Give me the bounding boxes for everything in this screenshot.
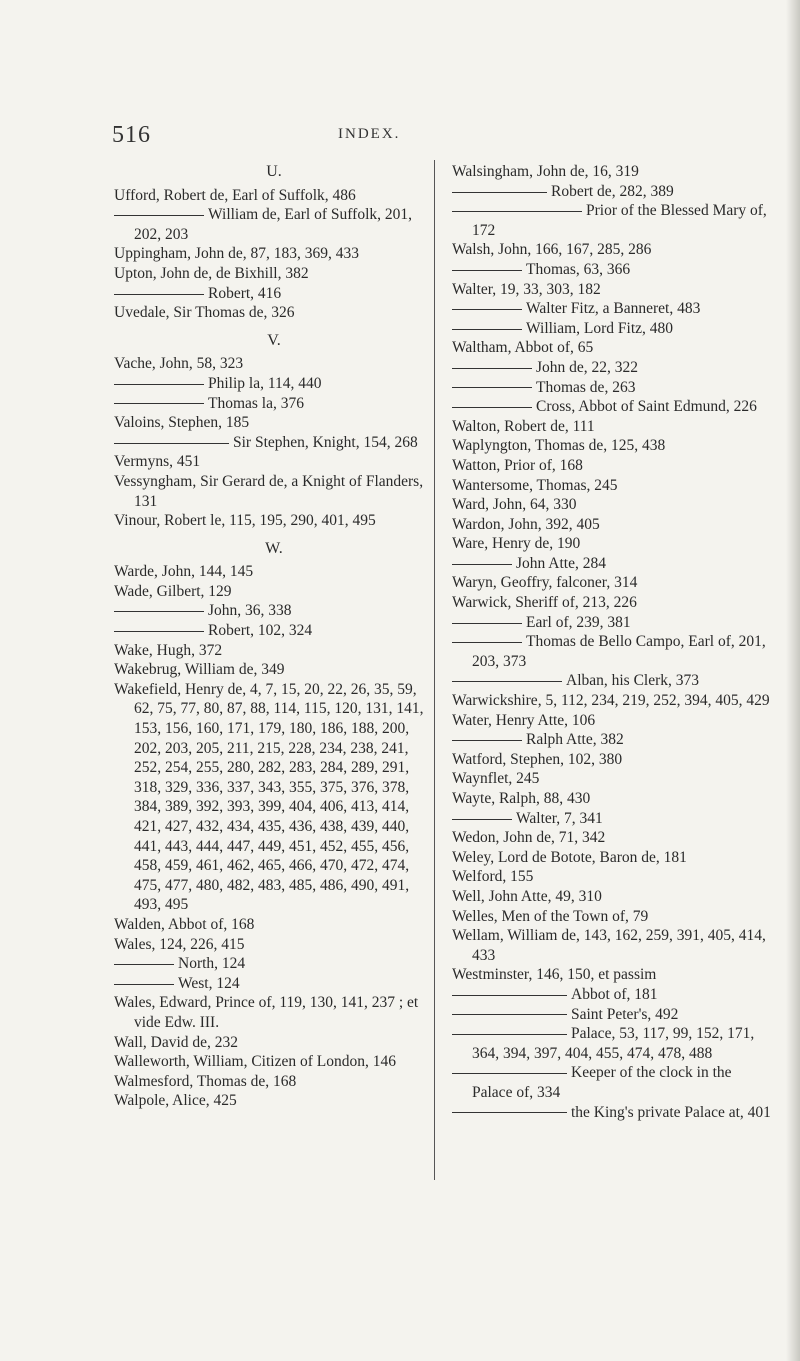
- index-entry: [114, 354, 434, 374]
- index-entry: [452, 280, 772, 300]
- entry-text: Ware, Henry de, 190: [452, 535, 581, 553]
- index-entry: [452, 769, 772, 789]
- entry-text: Ralph Atte, 382: [526, 731, 624, 749]
- entry-text: Walleworth, William, Citizen of London, 146: [114, 1053, 396, 1071]
- entry-text: John Atte, 284: [516, 554, 606, 572]
- index-column-left: [114, 162, 434, 1111]
- ditto-dash: [452, 1073, 567, 1074]
- entry-text: Vermyns, 451: [114, 453, 201, 471]
- ditto-dash: [114, 443, 229, 444]
- index-entry: [114, 582, 434, 602]
- index-entry: [452, 926, 772, 965]
- index-entry: [452, 613, 772, 633]
- entry-text: Thomas de, 263: [536, 378, 636, 396]
- ditto-dash: [114, 294, 204, 295]
- index-entry: [452, 1063, 772, 1102]
- index-entry: [452, 809, 772, 829]
- ditto-dash: [114, 611, 204, 612]
- entry-text: Upton, John de, de Bixhill, 382: [114, 264, 309, 282]
- index-entry: [452, 593, 772, 613]
- ditto-dash: [452, 329, 522, 330]
- entry-text: Wedon, John de, 71, 342: [452, 829, 606, 847]
- ditto-dash: [452, 819, 512, 820]
- entry-text: Walton, Robert de, 111: [452, 417, 595, 435]
- ditto-dash: [114, 384, 204, 385]
- index-entry: [452, 417, 772, 437]
- entry-text: Robert, 102, 324: [208, 622, 313, 640]
- entry-text: Wakebrug, William de, 349: [114, 661, 285, 679]
- entry-text: Warwick, Sheriff of, 213, 226: [452, 594, 637, 612]
- entry-text: Wellam, William de, 143, 162, 259, 391, 405, 414, 433: [452, 927, 766, 964]
- entry-text: Wales, Edward, Prince of, 119, 130, 141, 237 ; et vide Edw. III.: [114, 994, 419, 1031]
- index-entry: [114, 1033, 434, 1053]
- entry-text: Wardon, John, 392, 405: [452, 515, 600, 533]
- entry-text: Walter Fitz, a Banneret, 483: [526, 300, 701, 318]
- index-entry: [452, 182, 772, 202]
- entry-text: Walsh, John, 166, 167, 285, 286: [452, 241, 652, 259]
- index-entry: [452, 730, 772, 750]
- index-entry: [114, 915, 434, 935]
- entry-text: Vache, John, 58, 323: [114, 355, 244, 373]
- entry-text: Waplyngton, Thomas de, 125, 438: [452, 437, 666, 455]
- index-entry: [452, 848, 772, 868]
- entry-text: Watton, Prior of, 168: [452, 456, 583, 474]
- entry-text: North, 124: [178, 955, 246, 973]
- entry-text: Warde, John, 144, 145: [114, 563, 254, 581]
- index-entry: [452, 358, 772, 378]
- entry-text: Thomas la, 376: [208, 394, 304, 412]
- ditto-dash: [452, 1034, 567, 1035]
- section-letter: [114, 331, 434, 351]
- entry-text: Walter, 7, 341: [516, 809, 603, 827]
- entry-text: William, Lord Fitz, 480: [526, 319, 674, 337]
- entry-text: Walmesford, Thomas de, 168: [114, 1072, 297, 1090]
- index-entry: [114, 1072, 434, 1092]
- ditto-dash: [114, 984, 174, 985]
- index-entry: [114, 621, 434, 641]
- index-entry: [114, 1052, 434, 1072]
- entry-text: Walter, 19, 33, 303, 182: [452, 280, 601, 298]
- entry-text: Robert, 416: [208, 284, 282, 302]
- index-entry: [452, 534, 772, 554]
- entry-text: Vessyngham, Sir Gerard de, a Knight of Flanders, 131: [114, 472, 424, 510]
- ditto-dash: [452, 642, 522, 643]
- entry-text: Prior of the Blessed Mary of, 172: [472, 202, 767, 239]
- ditto-dash: [452, 211, 582, 212]
- entry-text: Palace, 53, 117, 99, 152, 171, 364, 394, 397, 404, 455, 474, 478, 488: [472, 1025, 755, 1062]
- ditto-dash: [452, 270, 522, 271]
- running-head: INDEX.: [338, 126, 401, 142]
- entry-text: Welford, 155: [452, 868, 534, 886]
- ditto-dash: [114, 631, 204, 632]
- section-letter-text: W.: [265, 539, 283, 557]
- index-entry: [114, 935, 434, 955]
- index-entry: [114, 660, 434, 680]
- entry-text: William de, Earl of Suffolk, 201, 202, 203: [134, 206, 412, 243]
- index-entry: [452, 867, 772, 887]
- entry-text: Warwickshire, 5, 112, 234, 219, 252, 394, 405, 429: [452, 692, 770, 710]
- index-entry: [452, 515, 772, 535]
- ditto-dash: [452, 407, 532, 408]
- index-entry: [452, 299, 772, 319]
- entry-text: Valoins, Stephen, 185: [114, 414, 250, 432]
- section-letter: [114, 162, 434, 182]
- index-entry: [114, 244, 434, 264]
- index-entry: [452, 554, 772, 574]
- column-divider: [434, 160, 435, 1180]
- index-entry: [114, 374, 434, 394]
- entry-text: Welles, Men of the Town of, 79: [452, 907, 649, 925]
- section-letter: [114, 539, 434, 559]
- ditto-dash: [452, 309, 522, 310]
- index-entry: [114, 284, 434, 304]
- section-letter-text: V.: [267, 331, 281, 349]
- entry-text: Wakefield, Henry de, 4, 7, 15, 20, 22, 26, 35, 59, 62, 75, 77, 80, 87, 88, 114, 115, 120, 131, 141, 153, 156, 160, 171, 179, 180, 186, 188, 200, 202, 203, 205, 211, 215, 228, 234, 238, 241, 252, 254, 255, 280, 282, 283, 284, 289, 291, 318, 329, 336, 337, 343, 355, 375, 376, 378, 384, 389, 392, 393, 399, 404, 406, 413, 414, 421, 427, 432, 434, 435, 436, 438, 439, 440, 441, 443, 444, 447, 449, 451, 452, 455, 456, 458, 459, 461, 462, 465, 466, 470, 472, 474, 475, 477, 480, 482, 483, 485, 486, 490, 491, 493, 495: [114, 680, 424, 914]
- ditto-dash: [452, 1112, 567, 1113]
- entry-text: John, 36, 338: [208, 602, 292, 620]
- index-entry: [114, 394, 434, 414]
- index-entry: [114, 954, 434, 974]
- index-entry: [114, 303, 434, 323]
- entry-text: John de, 22, 322: [536, 358, 639, 376]
- index-entry: [114, 413, 434, 433]
- ditto-dash: [452, 995, 567, 996]
- index-entry: [114, 264, 434, 284]
- index-entry: [452, 201, 772, 240]
- index-entry: [452, 476, 772, 496]
- index-entry: [452, 887, 772, 907]
- index-entry: [114, 1091, 434, 1111]
- index-entry: [452, 671, 772, 691]
- ditto-dash: [452, 1014, 567, 1015]
- entry-text: Vinour, Robert le, 115, 195, 290, 401, 495: [114, 512, 376, 530]
- index-entry: [114, 186, 434, 206]
- page-edge-shadow: [786, 0, 800, 1361]
- index-entry: [452, 1024, 772, 1063]
- index-entry: [114, 205, 434, 244]
- ditto-dash: [452, 681, 562, 682]
- entry-text: Westminster, 146, 150, et passim: [452, 966, 657, 984]
- entry-text: Uvedale, Sir Thomas de, 326: [114, 304, 295, 322]
- page-number: 516: [112, 122, 151, 148]
- index-entry: [452, 907, 772, 927]
- entry-text: Philip la, 114, 440: [208, 374, 322, 392]
- entry-text: Well, John Atte, 49, 310: [452, 887, 602, 905]
- ditto-dash: [452, 740, 522, 741]
- index-entry: [452, 162, 772, 182]
- index-entry: [452, 436, 772, 456]
- index-entry: [452, 750, 772, 770]
- entry-text: Wade, Gilbert, 129: [114, 582, 232, 600]
- entry-text: Watford, Stephen, 102, 380: [452, 750, 623, 768]
- index-entry: [114, 974, 434, 994]
- entry-text: West, 124: [178, 974, 240, 992]
- index-entry: [452, 397, 772, 417]
- index-entry: [114, 472, 434, 511]
- index-entry: [114, 641, 434, 661]
- entry-text: the King's private Palace at, 401: [571, 1103, 771, 1121]
- entry-text: Wayte, Ralph, 88, 430: [452, 790, 591, 807]
- entry-text: Wales, 124, 226, 415: [114, 935, 245, 953]
- index-entry: [452, 378, 772, 398]
- index-entry: [452, 711, 772, 731]
- index-entry: [114, 452, 434, 472]
- ditto-dash: [452, 387, 532, 388]
- index-entry: [452, 1005, 772, 1025]
- ditto-dash: [452, 623, 522, 624]
- index-entry: [452, 338, 772, 358]
- entry-text: Walsingham, John de, 16, 319: [452, 163, 639, 180]
- index-entry: [452, 240, 772, 260]
- index-entry: [114, 511, 434, 531]
- ditto-dash: [452, 368, 532, 369]
- entry-text: Robert de, 282, 389: [551, 182, 674, 200]
- ditto-dash: [114, 964, 174, 965]
- entry-text: Ward, John, 64, 330: [452, 496, 577, 514]
- entry-text: Thomas, 63, 366: [526, 260, 631, 278]
- entry-text: Waynflet, 245: [452, 770, 540, 788]
- entry-text: Cross, Abbot of Saint Edmund, 226: [536, 398, 757, 416]
- index-entry: [114, 433, 434, 453]
- index-entry: [452, 495, 772, 515]
- index-entry: [452, 573, 772, 593]
- entry-text: Sir Stephen, Knight, 154, 268: [233, 433, 418, 451]
- section-letter-text: U.: [266, 163, 282, 180]
- entry-text: Uppingham, John de, 87, 183, 369, 433: [114, 245, 359, 263]
- index-entry: [452, 1103, 772, 1123]
- entry-text: Thomas de Bello Campo, Earl of, 201, 203, 373: [472, 633, 766, 670]
- ditto-dash: [452, 564, 512, 565]
- entry-text: Abbot of, 181: [571, 985, 658, 1003]
- index-entry: [452, 985, 772, 1005]
- index-entry: [452, 965, 772, 985]
- index-entry: [452, 632, 772, 671]
- entry-text: Walden, Abbot of, 168: [114, 915, 255, 933]
- index-entry: [114, 993, 434, 1032]
- entry-text: Ufford, Robert de, Earl of Suffolk, 486: [114, 186, 356, 204]
- index-entry: [452, 828, 772, 848]
- ditto-dash: [452, 192, 547, 193]
- entry-text: Wantersome, Thomas, 245: [452, 476, 618, 494]
- index-entry: [452, 456, 772, 476]
- entry-text: Waltham, Abbot of, 65: [452, 339, 594, 357]
- entry-text: Wall, David de, 232: [114, 1033, 239, 1051]
- entry-text: Wake, Hugh, 372: [114, 641, 223, 659]
- ditto-dash: [114, 403, 204, 404]
- entry-text: Alban, his Clerk, 373: [566, 672, 700, 690]
- entry-text: Waryn, Geoffry, falconer, 314: [452, 574, 638, 592]
- entry-text: Earl of, 239, 381: [526, 613, 631, 631]
- entry-text: Keeper of the clock in the Palace of, 334: [472, 1064, 732, 1101]
- entry-text: Water, Henry Atte, 106: [452, 711, 596, 729]
- index-entry: [114, 562, 434, 582]
- entry-text: Walpole, Alice, 425: [114, 1092, 237, 1110]
- index-column-right: [452, 162, 772, 1122]
- index-entry: [114, 680, 434, 915]
- index-entry: [452, 691, 772, 711]
- index-entry: [452, 260, 772, 280]
- index-entry: [452, 789, 772, 809]
- entry-text: Weley, Lord de Botote, Baron de, 181: [452, 848, 687, 866]
- entry-text: Saint Peter's, 492: [571, 1005, 679, 1023]
- ditto-dash: [114, 215, 204, 216]
- index-entry: [452, 319, 772, 339]
- index-entry: [114, 601, 434, 621]
